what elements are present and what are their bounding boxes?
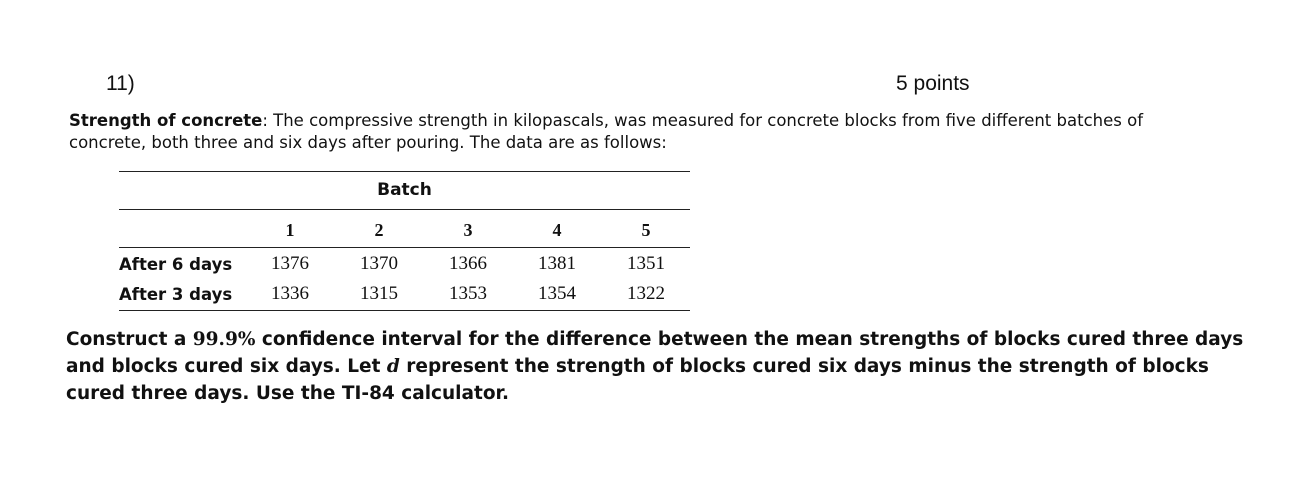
row-label: After 3 days [119, 285, 233, 304]
table-cell: 1376 [271, 253, 309, 274]
table-group-rule [119, 209, 690, 210]
column-header: 5 [641, 220, 651, 240]
question-prompt [66, 326, 1246, 407]
table-header-rule [119, 247, 690, 248]
column-header: 2 [374, 220, 384, 240]
column-header: 4 [552, 220, 562, 240]
prompt-text: confidence interval for the difference between the mean strengths of blocks cured three days and blocks cured six days. Let [66, 329, 1244, 377]
table-cell: 1315 [360, 283, 398, 304]
column-header: 3 [463, 220, 473, 240]
table-cell: 1353 [449, 283, 487, 304]
intro-text: : The compressive strength in kilopascals, was measured for concrete blocks from five different batches of concrete, both three and six days after pouring. The data are as follows: [69, 111, 1143, 152]
variable-d: d [386, 356, 400, 377]
table-group-header: Batch [377, 180, 432, 200]
prompt-text: Construct a [66, 329, 193, 350]
intro-title: Strength of concrete [69, 111, 263, 130]
table-cell: 1322 [627, 283, 665, 304]
confidence-level: 99.9% [192, 329, 256, 350]
question-intro [69, 110, 1189, 154]
table-cell: 1351 [627, 253, 665, 274]
column-header: 1 [285, 220, 295, 240]
table-bottom-rule [119, 310, 690, 311]
table-cell: 1366 [449, 253, 487, 274]
table-cell: 1370 [360, 253, 398, 274]
question-number: 11) [106, 72, 135, 95]
row-label: After 6 days [119, 255, 233, 274]
prompt-text: represent the strength of blocks cured six days minus the strength of blocks cured three days. Use the TI-84 calculator. [66, 356, 1209, 404]
table-cell: 1354 [538, 283, 576, 304]
table-top-rule [119, 171, 690, 172]
question-points: 5 points [896, 72, 970, 95]
table-cell: 1336 [271, 283, 309, 304]
table-cell: 1381 [538, 253, 576, 274]
